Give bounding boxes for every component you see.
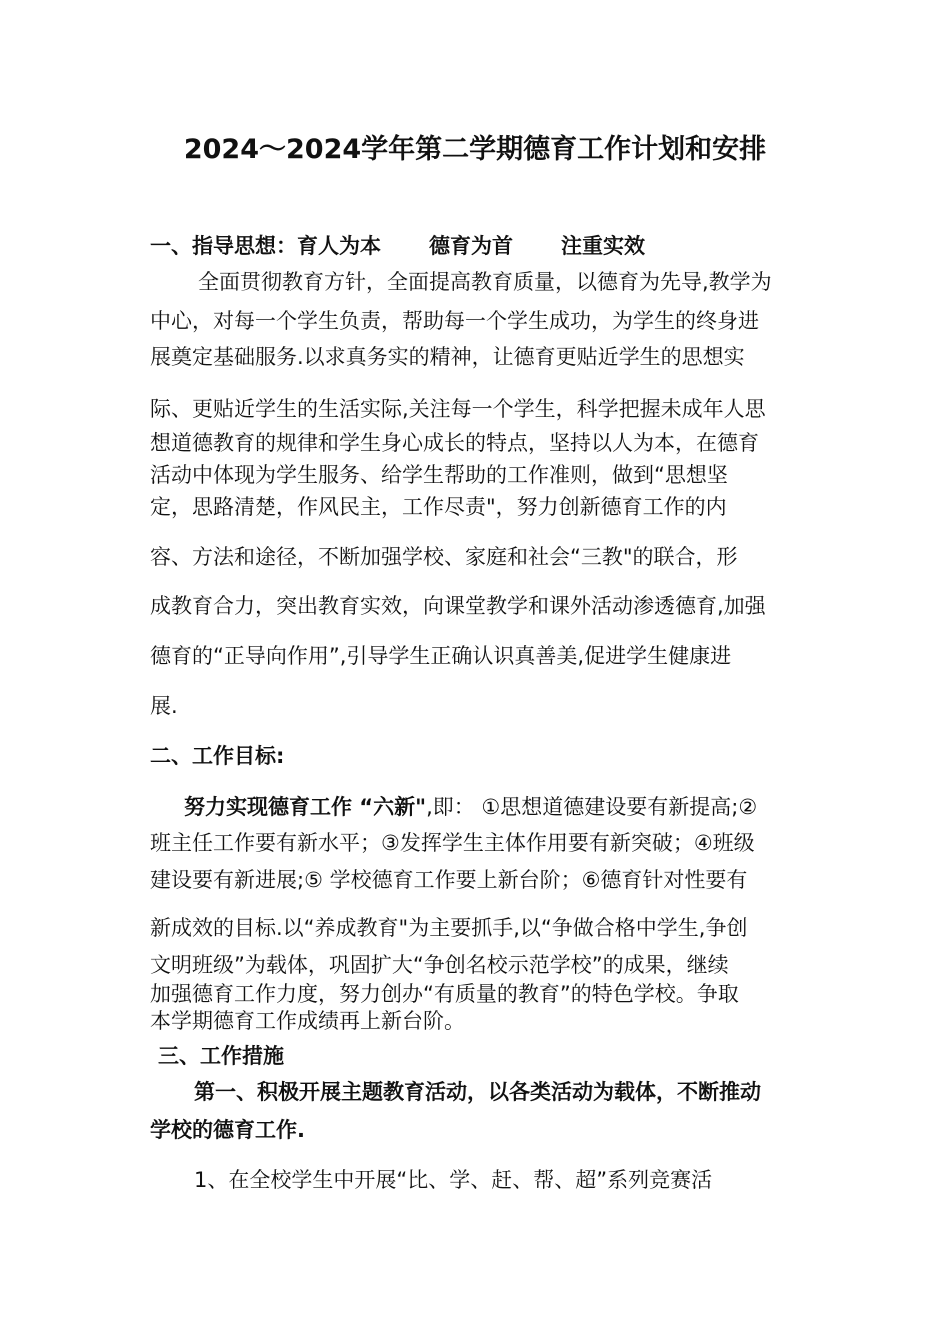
paragraph-line: 班主任工作要有新水平；③发挥学生主体作用要有新突破；④班级 [150, 831, 755, 855]
section1-heading [150, 232, 645, 260]
paragraph-line: 展奠定基础服务.以求真务实的精神，让德育更贴近学生的思想实 [150, 345, 745, 369]
paragraph-line: 际、更贴近学生的生活实际,关注每一个学生，科学把握未成年人思 [150, 397, 766, 421]
section1-heading-part2: 德育为首 [429, 234, 513, 258]
paragraph-line: 想道德教育的规律和学生身心成长的特点，坚持以人为本，在德育 [150, 431, 759, 455]
section1-heading-part1: 一、指导思想：育人为本 [150, 234, 381, 258]
section3-heading: 三、工作措施 [158, 1044, 284, 1068]
paragraph-line: 中心，对每一个学生负责，帮助每一个学生成功，为学生的终身进 [150, 309, 759, 333]
paragraph-line: 展. [150, 694, 178, 718]
paragraph-line: 建设要有新进展;⑤ 学校德育工作要上新台阶；⑥德育针对性要有 [150, 868, 748, 892]
paragraph-line: 全面贯彻教育方针，全面提高教育质量，以德育为先导,教学为 [198, 270, 772, 294]
paragraph-line: 定，思路清楚，作风民主，工作尽责"，努力创新德育工作的内 [150, 495, 727, 519]
paragraph-line: 容、方法和途径，不断加强学校、家庭和社会“三教"的联合，形 [150, 545, 738, 569]
paragraph-line: 加强德育工作力度，努力创办“有质量的教育”的特色学校。争取 [150, 982, 739, 1006]
paragraph-line: 文明班级”为载体，巩固扩大“争创名校示范学校”的成果，继续 [150, 953, 729, 977]
section1-heading-part3: 注重实效 [561, 234, 645, 258]
six-new-items: ,即： ①思想道德建设要有新提高;② [426, 795, 758, 819]
section2-heading: 二、工作目标: [150, 744, 285, 768]
document-title: 2024～2024学年第二学期德育工作计划和安排 [183, 134, 767, 165]
paragraph-line: 成教育合力，突出教育实效，向课堂教学和课外活动渗透德育,加强 [150, 594, 766, 618]
list-item: 1、在全校学生中开展“比、学、赶、帮、超”系列竞赛活 [194, 1168, 713, 1192]
paragraph-line: 本学期德育工作成绩再上新台阶。 [150, 1009, 465, 1033]
paragraph-line: 活动中体现为学生服务、给学生帮助的工作准则，做到“思想坚 [150, 463, 728, 487]
six-new-label: 努力实现德育工作 “六新" [184, 795, 427, 819]
paragraph-line: 德育的“正导向作用”,引导学生正确认识真善美,促进学生健康进 [150, 644, 732, 668]
subsection-heading: 学校的德育工作. [150, 1118, 305, 1142]
paragraph-line: 新成效的目标.以“养成教育"为主要抓手,以“争做合格中学生,争创 [150, 916, 748, 940]
subsection-heading: 第一、积极开展主题教育活动，以各类活动为载体，不断推动 [194, 1080, 761, 1104]
paragraph-line [184, 793, 757, 821]
